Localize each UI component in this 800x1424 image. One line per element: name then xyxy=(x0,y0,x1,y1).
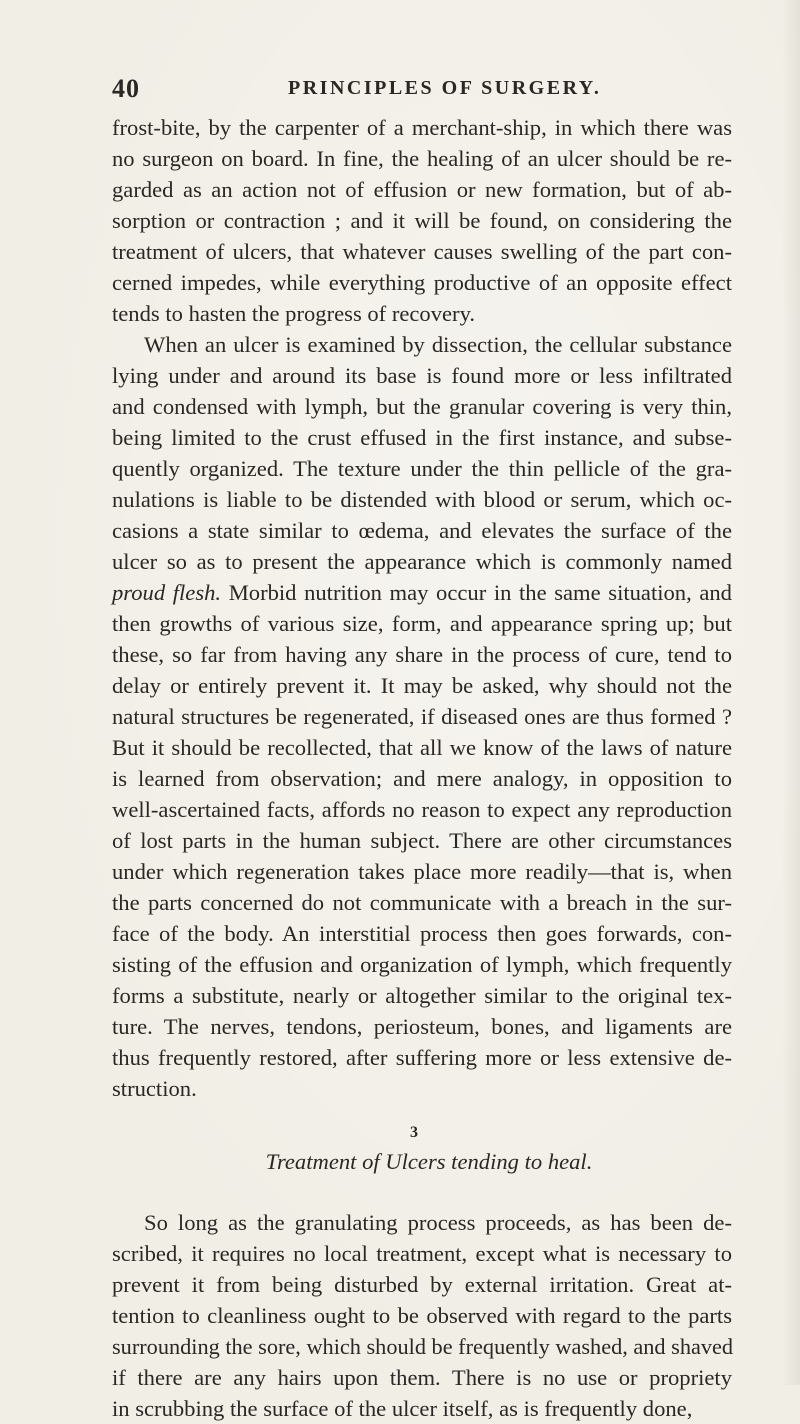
text-line: tends to hasten the progress of recovery. xyxy=(112,301,476,326)
text-line: well-ascertained facts, affords no reason to expect any reproduction xyxy=(112,797,732,822)
text-line: sisting of the effusion and organization of lymph, which frequently xyxy=(112,952,732,977)
text-line: face of the body. An interstitial process then goes forwards, con- xyxy=(112,921,732,946)
emphasis-term: proud flesh. xyxy=(112,580,222,605)
text-line: cerned impedes, while everything productive of an opposite effect xyxy=(112,270,732,295)
page-number: 40 xyxy=(112,74,140,103)
text-line: surrounding the sore, which should be frequently washed, and shaved xyxy=(112,1334,734,1359)
text-line: being limited to the crust effused in the first instance, and subse- xyxy=(112,425,732,450)
text-line: proud flesh. Morbid nutrition may occur in the same situation, and xyxy=(112,580,732,605)
text-line: these, so far from having any share in the process of cure, tend to xyxy=(112,642,732,667)
paragraph xyxy=(112,329,732,1104)
text-line: the parts concerned do not communicate with a breach in the sur- xyxy=(112,890,732,915)
text-line: lying under and around its base is found more or less infiltrated xyxy=(112,363,732,388)
text-line: quently organized. The texture under the thin pellicle of the gra- xyxy=(112,456,732,481)
text-line: forms a substitute, nearly or altogether similar to the original tex- xyxy=(112,983,732,1008)
text-line: delay or entirely prevent it. It may be asked, why should not the xyxy=(112,673,732,698)
running-head xyxy=(112,74,722,104)
text-line: and condensed with lymph, but the granular covering is very thin, xyxy=(112,394,732,419)
body-text xyxy=(112,112,732,1424)
text-line: But it should be recollected, that all we know of the laws of nature xyxy=(112,735,732,760)
text-line: garded as an action not of effusion or new formation, but of ab- xyxy=(112,177,732,202)
text-line: ulcer so as to present the appearance which is commonly named xyxy=(112,549,732,574)
section-heading: Treatment of Ulcers tending to heal. xyxy=(265,1149,593,1174)
text-line: nulations is liable to be distended with blood or serum, which oc- xyxy=(112,487,732,512)
text-line: no surgeon on board. In fine, the healing of an ulcer should be re- xyxy=(112,146,732,171)
text-line: ture. The nerves, tendons, periosteum, bones, and ligaments are xyxy=(112,1014,732,1039)
text-line: then growths of various size, form, and appearance spring up; but xyxy=(112,611,732,636)
signature-mark: 3 xyxy=(410,1124,418,1141)
text-line: in scrubbing the surface of the ulcer itself, as is frequently done, xyxy=(112,1396,693,1421)
page-edge-shadow xyxy=(782,0,800,1385)
text-line: casions a state similar to œdema, and elevates the surface of the xyxy=(112,518,732,543)
paragraph xyxy=(112,112,732,329)
text-line: tention to cleanliness ought to be observed with regard to the parts xyxy=(112,1303,732,1328)
text-line: if there are any hairs upon them. There is no use or propriety xyxy=(112,1365,732,1390)
text-line: thus frequently restored, after suffering more or less extensive de- xyxy=(112,1045,732,1070)
text-line: of lost parts in the human subject. There are other circumstances xyxy=(112,828,732,853)
text-line: So long as the granulating process proceeds, as has been de- xyxy=(144,1210,732,1235)
text-line: natural structures be regenerated, if diseased ones are thus formed ? xyxy=(112,704,732,729)
paragraph xyxy=(112,1207,732,1424)
text-line: is learned from observation; and mere analogy, in opposition to xyxy=(112,766,732,791)
text-line: under which regeneration takes place more readily—that is, when xyxy=(112,859,732,884)
text-line: prevent it from being disturbed by external irritation. Great at- xyxy=(112,1272,732,1297)
text-line: scribed, it requires no local treatment, except what is necessary to xyxy=(112,1241,732,1266)
text-line: When an ulcer is examined by dissection, the cellular substance xyxy=(144,332,732,357)
text-line: frost-bite, by the carpenter of a merchant-ship, in which there was xyxy=(112,115,732,140)
running-title: PRINCIPLES OF SURGERY. xyxy=(288,77,602,99)
text-line: sorption or contraction ; and it will be found, on considering the xyxy=(112,208,732,233)
text-line: struction. xyxy=(112,1076,197,1101)
text-line: treatment of ulcers, that whatever causes swelling of the part con- xyxy=(112,239,732,264)
